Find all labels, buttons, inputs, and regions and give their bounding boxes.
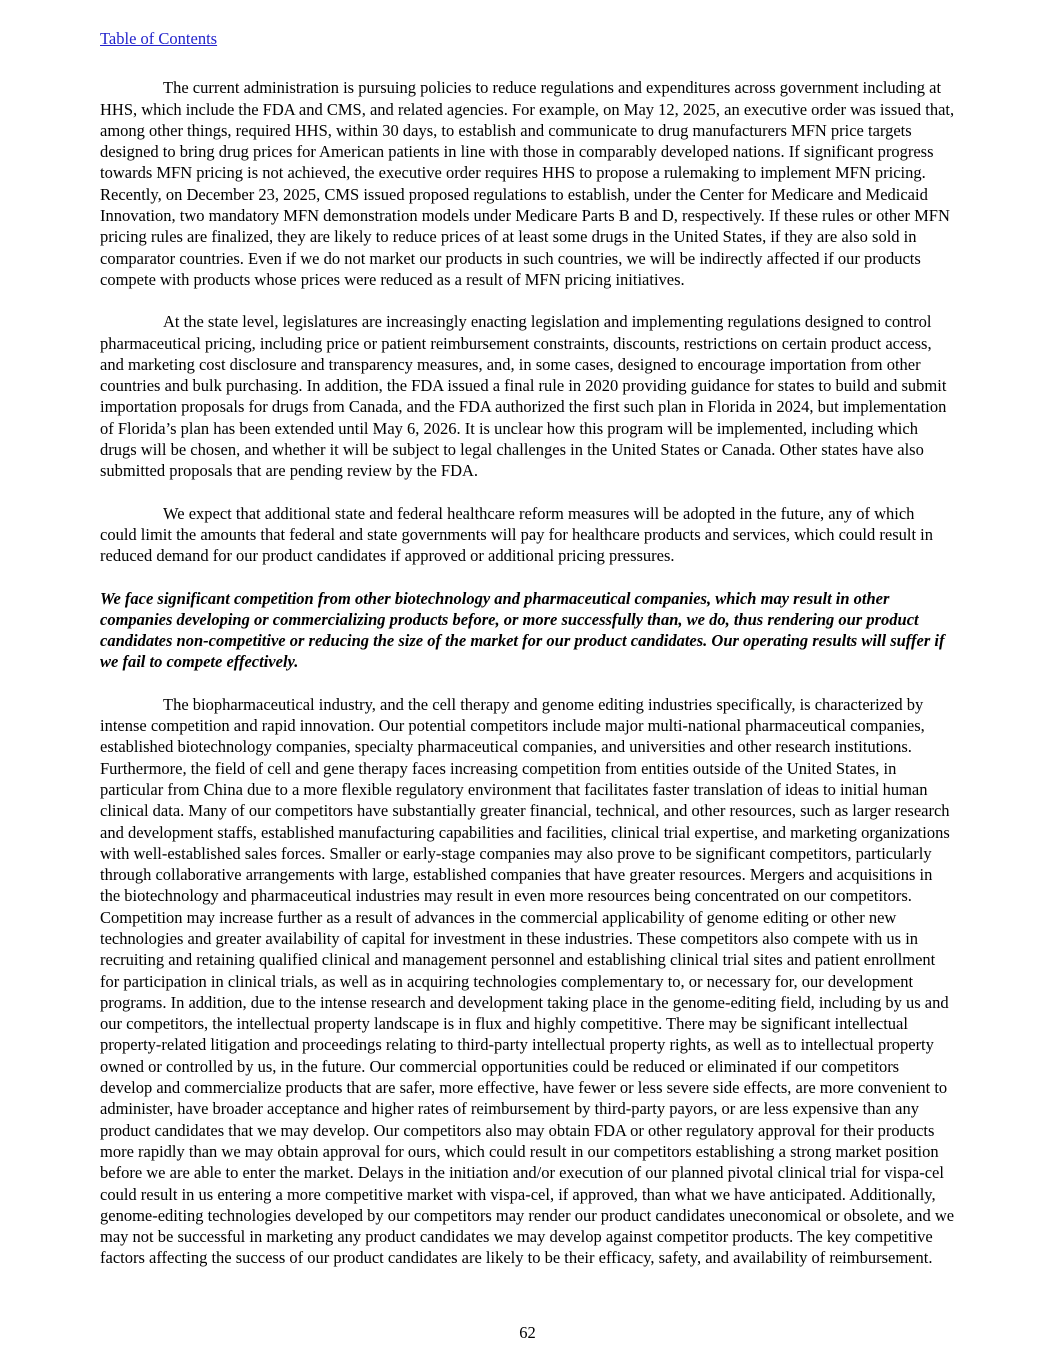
paragraph-state-legislation: At the state level, legislatures are increasingly enacting legislation and implementing regulations designed to control pharmaceutical pricing, including price or patient reimbursement constraints, discounts, restrictions on certain product access, and marketing cost disclosure and transparency measures, and, in some cases, designed to encourage importation from other countries and bulk purchasing. In addition, the FDA issued a final rule in 2020 providing guidance for states to build and submit importation proposals for drugs from Canada, and the FDA authorized the first such plan in Florida in 2024, but implementation of Florida’s plan has been extended until May 6, 2026. It is unclear how this program will be implemented, including which drugs will be chosen, and whether it will be subject to legal challenges in the United States or Canada. Other states have also submitted proposals that are pending review by the FDA.: [100, 312, 947, 481]
paragraph-mfn-pricing: The current administration is pursuing policies to reduce regulations and expenditures across government including at HHS, which include the FDA and CMS, and related agencies. For example, on May 12, 2025, an executive order was issued that, among other things, required HHS, within 30 days, to establish and communicate to drug manufacturers MFN price targets designed to bring drug prices for American patients in line with those in comparably developed nations. If significant progress towards MFN pricing is not achieved, the executive order requires HHS to propose a rulemaking to implement MFN pricing. Recently, on December 23, 2025, CMS issued proposed regulations to establish, under the Center for Medicare and Medicaid Innovation, two mandatory MFN demonstration models under Medicare Parts B and D, respectively. If these rules or other MFN pricing rules are finalized, they are likely to reduce prices of at least some drugs in the United States, if they are also sold in comparator countries. Even if we do not market our products in such countries, we will be indirectly affected if our products compete with products whose prices were reduced as a result of MFN pricing initiatives.: [100, 78, 955, 289]
risk-factor-heading-competition: We face significant competition from other biotechnology and pharmaceutical companies, which may result in other companies developing or commercializing products before, or more successfully than, we do, thus rendering our product candidates non-competitive or reducing the size of the market for our product candidates. Our operating results will suffer if we fail to compete effectively.: [100, 588, 945, 672]
page-number: 62: [519, 1323, 536, 1342]
paragraph-competition-detail: The biopharmaceutical industry, and the cell therapy and genome editing industries specifically, is characterized by intense competition and rapid innovation. Our potential competitors include major multi-national pharmaceutical companies, established biotechnology companies, specialty pharmaceutical companies, and universities and other research institutions. Furthermore, the field of cell and gene therapy faces increasing competition from entities outside of the United States, in particular from China due to a more flexible regulatory environment that facilitates faster translation of ideas to initial human clinical data. Many of our competitors have substantially greater financial, technical, and other resources, such as larger research and development staffs, established manufacturing capabilities and facilities, clinical trial expertise, and marketing organizations with well-established sales forces. Smaller or early-stage companies may also prove to be significant competitors, particularly through collaborative arrangements with large, established companies that have greater resources. Mergers and acquisitions in the biotechnology and pharmaceutical industries may result in even more resources being concentrated on our competitors. Competition may increase further as a result of advances in the commercial applicability of genome editing or other new technologies and greater availability of capital for investment in these industries. These competitors also compete with us in recruiting and retaining qualified clinical and management personnel and establishing clinical trial sites and patient enrollment for participation in clinical trials, as well as in acquiring technologies complementary to, or necessary for, our development programs. In addition, due to the intense research and development taking place in the genome-editing field, including by us and our competitors, the intellectual property landscape is in flux and highly competitive. There may be significant intellectual property-related litigation and proceedings relating to third-party intellectual property rights, as well as to intellectual property owned or controlled by us, in the future. Our commercial opportunities could be reduced or eliminated if our competitors develop and commercialize products that are safer, more effective, have fewer or less severe side effects, are more convenient to administer, have broader acceptance and higher rates of reimbursement by third-party payors, or are less expensive than any product candidates that we may develop. Our competitors also may obtain FDA or other regulatory approval for their products more rapidly than we may obtain approval for ours, which could result in our competitors establishing a strong market position before we are able to enter the market. Delays in the initiation and/or execution of our planned pivotal clinical trial for vispa-cel could result in us entering a more competitive market with vispa-cel, if approved, than what we have anticipated. Additionally, genome-editing technologies developed by our competitors may render our product candidates uneconomical or obsolete, and we may not be successful in marketing any product candidates we may develop against competitor products. The key competitive factors affecting the success of our product candidates are likely to be their efficacy, safety, and availability of reimbursement.: [100, 694, 955, 1268]
paragraph-healthcare-reform: We expect that additional state and federal healthcare reform measures will be adopted in the future, any of which could limit the amounts that federal and state governments will pay for healthcare products and services, which could result in reduced demand for our product candidates if approved or additional pricing pressures.: [100, 503, 934, 566]
table-of-contents-link[interactable]: Table of Contents: [100, 29, 218, 48]
